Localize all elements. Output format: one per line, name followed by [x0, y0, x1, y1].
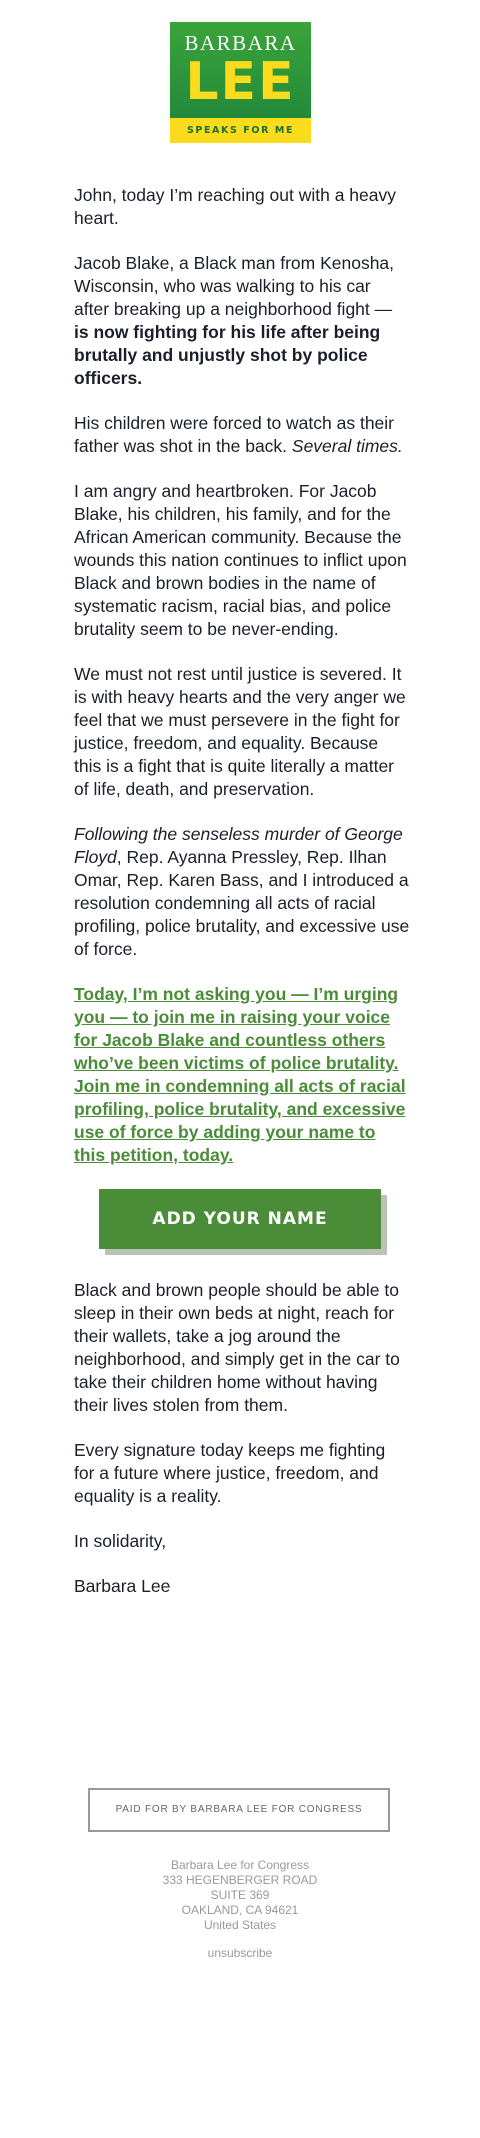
paragraph-angry: I am angry and heartbroken. For Jacob Blake, his children, his family, and for the African American community. Because the wounds this nation continues to inflict upon Black and brown bodies in the name of systematic racism, racial bias, and police brutality seem to be never-ending. [74, 481, 407, 639]
paragraph-italic-text: Following the senseless murder of George Floyd [74, 824, 403, 867]
petition-link[interactable]: Today, I’m not asking you — I’m urging you — to join me in raising your voice for Jacob Blake and countless others who’ve been victims of police brutality. Join me in condemning all acts of racial profiling, police brutality, and excessive use of force by adding your name to this petition, today. [74, 984, 406, 1165]
paragraph-justice: We must not rest until justice is severed. It is with heavy hearts and the very anger we feel that we must persevere in the fight for justice, freedom, and equality. Because this is a fight that is quite literally a matter of life, death, and preservation. [74, 664, 406, 799]
paragraph-text: , Rep. Ayanna Pressley, Rep. Ilhan Omar, Rep. Karen Bass, and I introduced a resolution condemning all acts of racial profiling, police brutality, and excessive use of force. [74, 847, 410, 959]
paragraph-children [74, 412, 410, 458]
campaign-logo [170, 22, 311, 143]
unsubscribe-link[interactable]: unsubscribe [207, 1946, 273, 1960]
mailing-address [0, 1858, 480, 1933]
address-line: Barbara Lee for Congress [170, 1858, 310, 1872]
paragraph-jacob-blake [74, 252, 410, 390]
paragraph-cta [74, 983, 410, 1167]
logo-last-name: LEE [185, 52, 296, 112]
logo-first-name: BARBARA [184, 31, 297, 55]
address-line: OAKLAND, CA 94621 [181, 1903, 299, 1917]
closing-text: In solidarity, [74, 1531, 167, 1551]
signature-name: Barbara Lee [74, 1576, 171, 1596]
paragraph-bold-text: is now fighting for his life after being brutally and unjustly shot by police officers. [74, 322, 381, 388]
paragraph-text: Jacob Blake, a Black man from Kenosha, Wisconsin, who was walking to his car after breaking up a neighborhood fight — [74, 253, 395, 319]
email-body [74, 184, 410, 1620]
paragraph-signature-ask: Every signature today keeps me fighting for a future where justice, freedom, and equality is a reality. [74, 1440, 386, 1506]
paragraph-resolution [74, 823, 410, 961]
address-line: 333 HEGENBERGER ROAD [162, 1873, 318, 1887]
paragraph-greeting: John, today I’m reaching out with a heavy heart. [74, 185, 396, 228]
logo-green-block [170, 22, 311, 118]
address-line: United States [203, 1918, 277, 1932]
paragraph-italic-text: Several times. [291, 436, 403, 456]
logo-tagline: SPEAKS FOR ME [170, 118, 311, 143]
unsubscribe-container [0, 1946, 480, 1960]
paragraph-black-brown: Black and brown people should be able to sleep in their own beds at night, reach for their wallets, take a jog around the neighborhood, and simply get in the car to take their children home without having their lives stolen from them. [74, 1280, 400, 1415]
paragraph-text: His children were forced to watch as their father was shot in the back. [74, 413, 394, 456]
address-line: SUITE 369 [210, 1888, 270, 1902]
add-your-name-button[interactable]: ADD YOUR NAME [99, 1189, 381, 1249]
button-container [74, 1189, 410, 1257]
paid-for-disclaimer: PAID FOR BY BARBARA LEE FOR CONGRESS [88, 1788, 390, 1832]
